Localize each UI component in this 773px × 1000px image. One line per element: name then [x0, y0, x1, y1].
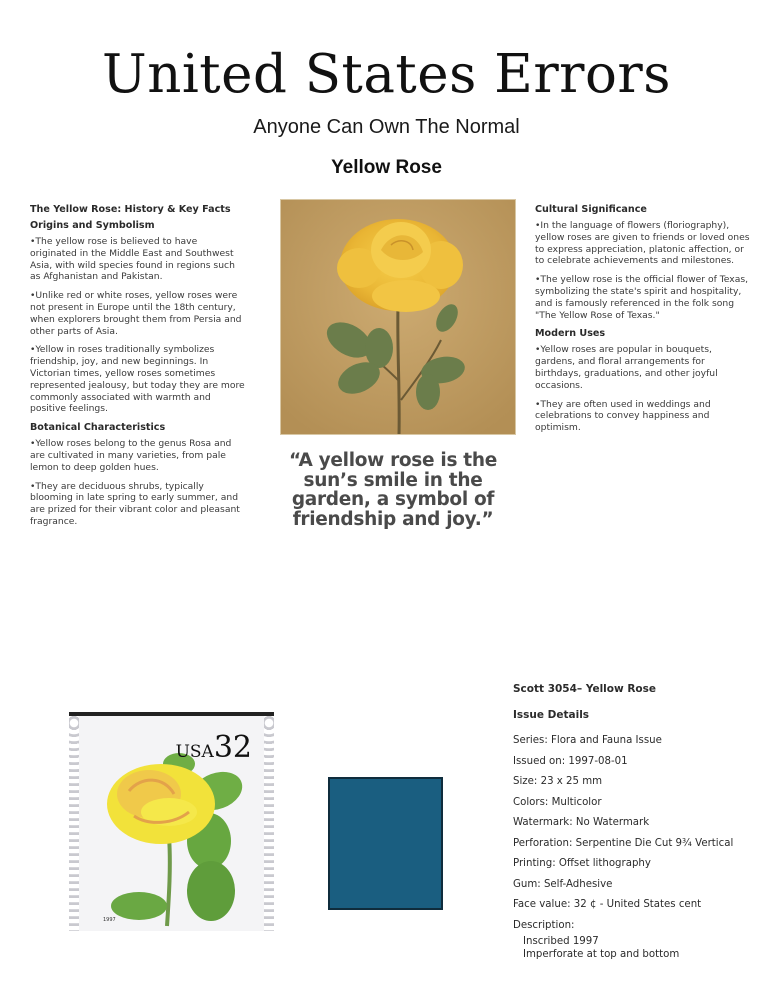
history-heading: The Yellow Rose: History & Key Facts — [30, 204, 231, 215]
section-heading: Origins and Symbolism — [30, 220, 155, 231]
paragraph: •They are deciduous shrubs, typically blooming in late spring to early summer, and are prized for their vibrant color and pleasant fragrance. — [30, 480, 240, 527]
yellow-rose-painting — [280, 199, 516, 435]
detail-size: Size: 23 x 25 mm — [513, 776, 603, 787]
paragraph: •Yellow in roses traditionally symbolizes friendship, joy, and new beginnings. In Victorian times, yellow roses sometimes represented jealousy, but today they are more commonly associated with warmth and positive feelings. — [30, 344, 245, 415]
section-heading: Botanical Characteristics — [30, 422, 166, 434]
section-heading: Cultural Significance — [535, 204, 647, 215]
culture-column — [535, 204, 750, 441]
paragraph: •Unlike red or white roses, yellow roses were not present in Europe until the 18th century, when explorers brought them from Persia and other parts of Asia. — [30, 290, 242, 337]
detail-watermark: Watermark: No Watermark — [513, 817, 650, 828]
detail-face-value: Face value: 32 ¢ - United States cent — [513, 899, 702, 910]
yellow-rose-stamp-image — [69, 712, 274, 931]
detail-colors: Colors: Multicolor — [513, 796, 602, 808]
detail-series: Series: Flora and Fauna Issue — [513, 735, 662, 746]
detail-printing: Printing: Offset lithography — [513, 858, 651, 869]
paragraph: •They are often used in weddings and celebrations to convey happiness and optimism. — [535, 398, 711, 434]
detail-issued-on: Issued on: 1997-08-01 — [513, 755, 628, 767]
detail-description-label: Description: — [513, 919, 575, 931]
stamp-year: 1997 — [103, 917, 116, 923]
catalog-title: Scott 3054– Yellow Rose — [513, 683, 657, 695]
page-subtitle: Anyone Can Own The Normal — [253, 116, 520, 138]
section-heading: Modern Uses — [535, 328, 606, 340]
paragraph: •Yellow roses belong to the genus Rosa and are cultivated in many varieties, from pale lemon to deep golden hues. — [30, 438, 232, 473]
description-line: Inscribed 1997 — [523, 935, 599, 947]
description-line: Imperforate at top and bottom — [523, 949, 680, 960]
issue-details — [513, 682, 763, 962]
page-title: United States Errors — [102, 44, 671, 105]
issue-details-heading: Issue Details — [513, 709, 590, 721]
color-swatch — [328, 777, 443, 910]
paragraph: •Yellow roses are popular in bouquets, gardens, and floral arrangements for birthdays, graduations, and other joyful occasions. — [535, 344, 718, 391]
rose-illustration-icon — [281, 200, 515, 434]
paragraph: •In the language of flowers (floriography), yellow roses are given to friends or loved ones to express appreciation, platonic affection, or to celebrate achievements and milestones. — [535, 220, 750, 267]
history-column — [30, 204, 245, 535]
stamp-name-heading: Yellow Rose — [331, 157, 442, 178]
paragraph: •The yellow rose is believed to have originated in the Middle East and Southwest Asia, with wild species found in regions such as Afghanistan and Pakistan. — [30, 236, 235, 283]
detail-gum: Gum: Self-Adhesive — [513, 878, 613, 890]
stamp-denomination: USA32 — [175, 730, 252, 765]
detail-perforation: Perforation: Serpentine Die Cut 9¾ Vertical — [513, 837, 734, 849]
paragraph: •The yellow rose is the official flower of Texas, symbolizing the state's spirit and hospitality, and is famously referenced in the folk song "The Yellow Rose of Texas." — [535, 274, 749, 321]
rose-quote: “A yellow rose is the sun’s smile in the garden, a symbol of friendship and joy.” — [289, 450, 497, 530]
